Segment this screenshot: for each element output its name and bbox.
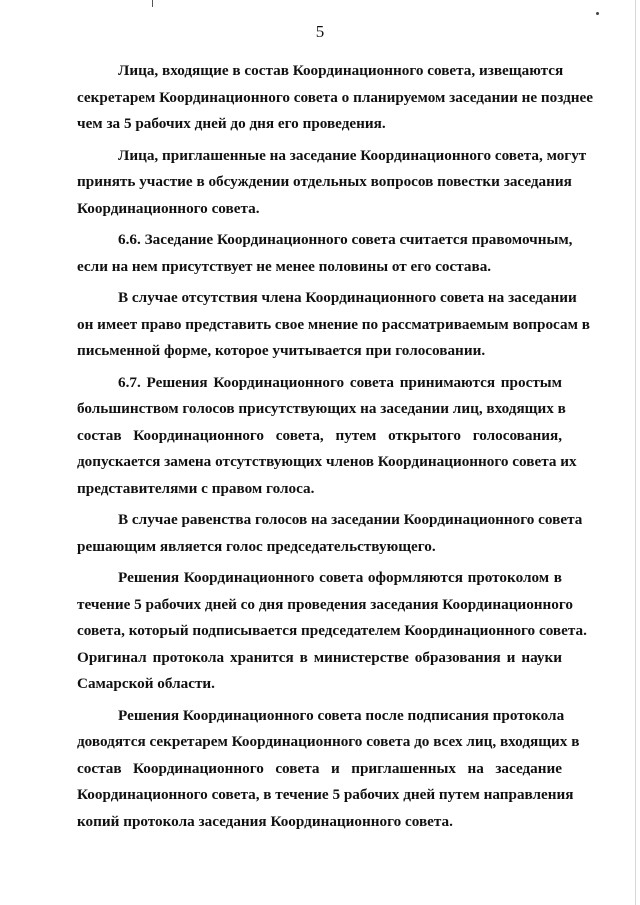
scan-dot <box>596 12 599 15</box>
paragraph <box>77 703 580 836</box>
text-line: 6.7. Решения Координационного совета принимаются простым <box>118 373 562 391</box>
text-line: Лица, приглашенные на заседание Координационного совета, могут <box>118 146 587 164</box>
text-line: Лица, входящие в состав Координационного совета, извещаются <box>118 62 564 79</box>
scan-mark <box>152 0 153 7</box>
text-line: Решения Координационного совета оформляются протоколом в <box>118 569 562 586</box>
text-line: копий протокола заседания Координационного совета. <box>77 812 453 830</box>
text-line: В случае равенства голосов на заседании Координационного совета <box>118 511 583 528</box>
text-line: допускается замена отсутствующих членов Координационного совета их <box>77 453 577 470</box>
text-line: решающим является голос председательствующего. <box>77 537 436 555</box>
text-line: большинством голосов присутствующих на заседании лиц, входящих в <box>77 400 566 417</box>
text-line: совета, который подписывается председателем Координационного совета. <box>77 622 587 639</box>
text-line: В случае отсутствия члена Координационного совета на заседании <box>118 289 577 306</box>
paragraph <box>77 58 594 138</box>
text-line: Самарской области. <box>77 675 215 692</box>
text-line: чем за 5 рабочих дней до дня его проведения. <box>77 115 386 132</box>
paragraph <box>77 507 583 560</box>
text-line: Оригинал протокола хранится в министерстве образования и науки <box>77 648 562 666</box>
text-line: 6.6. Заседание Координационного совета считается правомочным, <box>118 231 573 248</box>
text-line: письменной форме, которое учитывается при голосовании. <box>77 342 486 359</box>
paragraph <box>77 143 587 223</box>
text-line: Координационного совета, в течение 5 рабочих дней путем направления <box>77 786 574 803</box>
text-line: принять участие в обсуждении отдельных вопросов повестки заседания <box>77 173 572 190</box>
document-body <box>77 58 594 835</box>
page-edge <box>635 0 636 905</box>
paragraph <box>77 285 590 365</box>
text-line: доводятся секретарем Координационного совета до всех лиц, входящих в <box>77 733 580 750</box>
text-line: течение 5 рабочих дней со дня проведения заседания Координационного <box>77 595 574 613</box>
paragraph <box>77 227 573 280</box>
text-line: состав Координационного совета и приглашенных на заседание <box>77 759 562 777</box>
page-number: 5 <box>315 22 325 41</box>
text-line: представителями с правом голоса. <box>77 479 315 497</box>
text-line: Координационного совета. <box>77 199 260 217</box>
text-line: состав Координационного совета, путем открытого голосования, <box>77 426 562 444</box>
paragraph <box>77 370 577 503</box>
text-line: секретарем Координационного совета о планируемом заседании не позднее <box>77 88 594 106</box>
text-line: если на нем присутствует не менее половины от его состава. <box>77 257 492 275</box>
text-line: Решения Координационного совета после подписания протокола <box>118 706 565 724</box>
text-line: он имеет право представить свое мнение по рассматриваемым вопросам в <box>77 315 590 333</box>
paragraph <box>77 565 587 698</box>
